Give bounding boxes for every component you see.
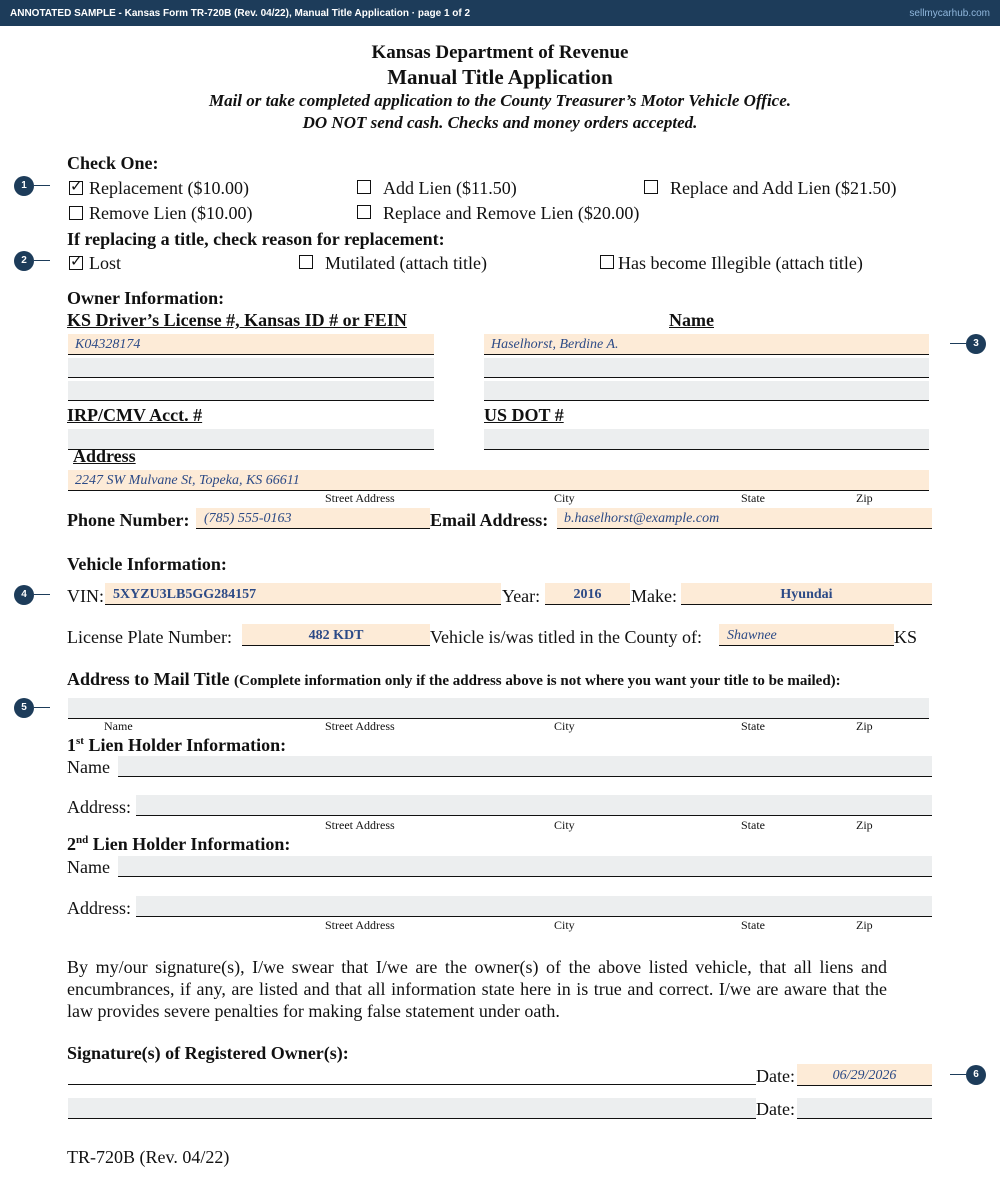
- lien1-heading-num: 1: [67, 735, 76, 755]
- mail-title-note: (Complete information only if the address above is not where you want your title to be mailed):: [234, 673, 841, 689]
- marker-leader-2: [34, 260, 50, 261]
- date-value-1: 06/29/2026: [832, 1068, 897, 1083]
- county-value: Shawnee: [727, 628, 777, 643]
- phone-label: Phone Number:: [67, 510, 190, 530]
- make-underline: [681, 604, 932, 605]
- mail-state-sublabel: State: [741, 719, 765, 733]
- illegible-label: Has become Illegible (attach title): [618, 253, 863, 273]
- year-value: 2016: [573, 587, 602, 602]
- site-link[interactable]: sellmycarhub.com: [909, 8, 990, 19]
- address-label: Address: [73, 446, 136, 466]
- lien2-street-sublabel: Street Address: [325, 918, 395, 932]
- lien2-state-sublabel: State: [741, 918, 765, 932]
- annotation-marker-1: 1: [14, 176, 34, 196]
- plate-underline: [242, 645, 430, 646]
- lien2-address-label: Address:: [67, 898, 131, 918]
- name-underline-3: [484, 400, 929, 401]
- lien2-zip-sublabel: Zip: [856, 918, 873, 932]
- lien1-heading-sup: st: [76, 735, 84, 747]
- mutilated-label: Mutilated (attach title): [325, 253, 487, 273]
- lien2-name-label: Name: [67, 857, 110, 877]
- lien2-heading-sup: nd: [76, 834, 89, 846]
- check-one-heading: Check One:: [67, 153, 159, 173]
- mail-address-underline: [68, 718, 929, 719]
- email-label: Email Address:: [430, 510, 549, 530]
- id-number-label: KS Driver’s License #, Kansas ID # or FEIN: [67, 310, 407, 330]
- address-underline: [68, 490, 929, 491]
- lost-checkbox[interactable]: [69, 252, 83, 270]
- lost-label: Lost: [89, 253, 122, 273]
- form-subtitle-1: Mail or take completed application to the County Treasurer’s Motor Vehicle Office.: [208, 91, 792, 110]
- replace-remove-lien-label: Replace and Remove Lien ($20.00): [383, 203, 640, 223]
- lien1-street-sublabel: Street Address: [325, 818, 395, 832]
- usdot-label: US DOT #: [484, 405, 564, 425]
- state-suffix: KS: [894, 627, 918, 647]
- mail-title-heading: [67, 669, 841, 690]
- annotation-marker-2: 2: [14, 251, 34, 271]
- lien1-heading: [67, 735, 286, 756]
- mail-zip-sublabel: Zip: [856, 719, 873, 733]
- replacement-label: Replacement ($10.00): [89, 178, 249, 198]
- lien2-heading-rest: Lien Holder Information:: [88, 834, 291, 854]
- lien2-heading: [67, 834, 290, 855]
- owner-name-value: Haselhorst, Berdine A.: [491, 337, 619, 352]
- id-underline-2: [68, 377, 434, 378]
- lien2-heading-num: 2: [67, 834, 76, 854]
- lien1-name-underline: [118, 776, 932, 777]
- usdot-underline: [484, 449, 929, 450]
- mutilated-checkbox[interactable]: [299, 255, 313, 269]
- lien1-address-field[interactable]: [136, 795, 932, 815]
- vin-label: VIN:: [67, 586, 104, 606]
- make-value: Hyundai: [780, 587, 833, 602]
- phone-underline: [196, 528, 430, 529]
- name-underline-2: [484, 377, 929, 378]
- lien1-zip-sublabel: Zip: [856, 818, 873, 832]
- annotation-marker-5: 5: [14, 698, 34, 718]
- name-label: Name: [669, 310, 714, 330]
- lien1-address-underline: [136, 815, 932, 816]
- add-lien-checkbox[interactable]: [357, 180, 371, 194]
- email-underline: [557, 528, 932, 529]
- phone-value: (785) 555-0163: [204, 511, 292, 526]
- date-field-2[interactable]: [797, 1098, 932, 1118]
- lien2-address-field[interactable]: [136, 896, 932, 916]
- lien2-name-field[interactable]: [118, 856, 932, 876]
- replace-add-lien-checkbox[interactable]: [644, 180, 658, 194]
- date-underline-1: [797, 1085, 932, 1086]
- lien2-address-underline: [136, 916, 932, 917]
- annotation-marker-4: 4: [14, 585, 34, 605]
- department-name: Kansas Department of Revenue: [371, 42, 629, 63]
- form-subtitle-2: DO NOT send cash. Checks and money orders accepted.: [302, 113, 698, 132]
- remove-lien-checkbox[interactable]: [69, 206, 83, 220]
- replace-add-lien-label: Replace and Add Lien ($21.50): [670, 178, 897, 198]
- signature-line-2: [68, 1118, 756, 1119]
- mail-address-field[interactable]: [68, 698, 929, 718]
- signature-line-1: [68, 1084, 756, 1085]
- illegible-checkbox[interactable]: [600, 255, 614, 269]
- vin-underline: [105, 604, 501, 605]
- check-mark-icon: ✓: [70, 177, 83, 195]
- id-underline-1: [68, 354, 434, 355]
- remove-lien-label: Remove Lien ($10.00): [89, 203, 253, 223]
- date-label-2: Date:: [756, 1099, 795, 1119]
- annotation-title: ANNOTATED SAMPLE - Kansas Form TR-720B (Rev. 04/22), Manual Title Application · page 1 of 2: [10, 8, 471, 19]
- signature-heading: Signature(s) of Registered Owner(s):: [67, 1043, 349, 1063]
- check-mark-icon: ✓: [70, 252, 83, 270]
- lien2-city-sublabel: City: [554, 918, 575, 932]
- make-label: Make:: [631, 586, 677, 606]
- marker-leader-6: [950, 1074, 966, 1075]
- declaration-text: By my/our signature(s), I/we swear that I/we are the owner(s) of the above listed vehicle, that all liens and encumbrances, if any, are listed and that all information state here in is true and correct. I/we are aware that the law provides severe penalties for making false statement under oath.: [67, 957, 887, 1021]
- city-sublabel: City: [554, 491, 575, 505]
- annotation-header-bar: [0, 0, 1000, 26]
- email-value: b.haselhorst@example.com: [564, 511, 720, 526]
- replacement-reason-heading: If replacing a title, check reason for replacement:: [67, 229, 445, 249]
- id-underline-3: [68, 400, 434, 401]
- lien1-city-sublabel: City: [554, 818, 575, 832]
- year-underline: [545, 604, 630, 605]
- irp-label: IRP/CMV Acct. #: [67, 405, 203, 425]
- id-number-value: K04328174: [75, 337, 141, 352]
- id-field-3[interactable]: [68, 381, 434, 400]
- lien1-name-field[interactable]: [118, 756, 932, 776]
- street-sublabel: Street Address: [325, 491, 395, 505]
- signature-field-2[interactable]: [68, 1098, 756, 1118]
- plate-value: 482 KDT: [308, 628, 364, 643]
- id-field-2[interactable]: [68, 358, 434, 377]
- owner-info-heading: Owner Information:: [67, 288, 225, 308]
- owner-name-field-3[interactable]: [484, 381, 929, 400]
- lien1-address-label: Address:: [67, 797, 131, 817]
- date-label-1: Date:: [756, 1066, 795, 1086]
- annotation-marker-6: 6: [966, 1065, 986, 1085]
- date-underline-2: [797, 1118, 932, 1119]
- zip-sublabel: Zip: [856, 491, 873, 505]
- plate-label: License Plate Number:: [67, 627, 232, 647]
- replacement-checkbox[interactable]: [69, 177, 83, 195]
- lien1-state-sublabel: State: [741, 818, 765, 832]
- mail-city-sublabel: City: [554, 719, 575, 733]
- marker-leader-1: [34, 185, 50, 186]
- county-label: Vehicle is/was titled in the County of:: [430, 627, 702, 647]
- usdot-field[interactable]: [484, 429, 929, 449]
- mail-name-sublabel: Name: [104, 719, 133, 733]
- owner-name-field-2[interactable]: [484, 358, 929, 377]
- annotation-marker-3: 3: [966, 334, 986, 354]
- vin-value: 5XYZU3LB5GG284157: [113, 587, 257, 602]
- marker-leader-4: [34, 594, 50, 595]
- mail-title-heading-text: Address to Mail Title: [67, 669, 230, 689]
- form-number-footer: TR-720B (Rev. 04/22): [67, 1147, 230, 1167]
- year-label: Year:: [502, 586, 541, 606]
- state-sublabel: State: [741, 491, 765, 505]
- vehicle-info-heading: Vehicle Information:: [67, 554, 227, 574]
- marker-leader-5: [34, 707, 50, 708]
- name-underline-1: [484, 354, 929, 355]
- lien1-heading-rest: Lien Holder Information:: [83, 735, 287, 755]
- marker-leader-3: [950, 343, 966, 344]
- county-underline: [719, 645, 894, 646]
- lien2-name-underline: [118, 876, 932, 877]
- lien1-name-label: Name: [67, 757, 110, 777]
- add-lien-label: Add Lien ($11.50): [383, 178, 517, 198]
- form-title: Manual Title Application: [387, 65, 613, 89]
- replace-remove-lien-checkbox[interactable]: [357, 205, 371, 219]
- address-value: 2247 SW Mulvane St, Topeka, KS 66611: [75, 473, 300, 488]
- mail-street-sublabel: Street Address: [325, 719, 395, 733]
